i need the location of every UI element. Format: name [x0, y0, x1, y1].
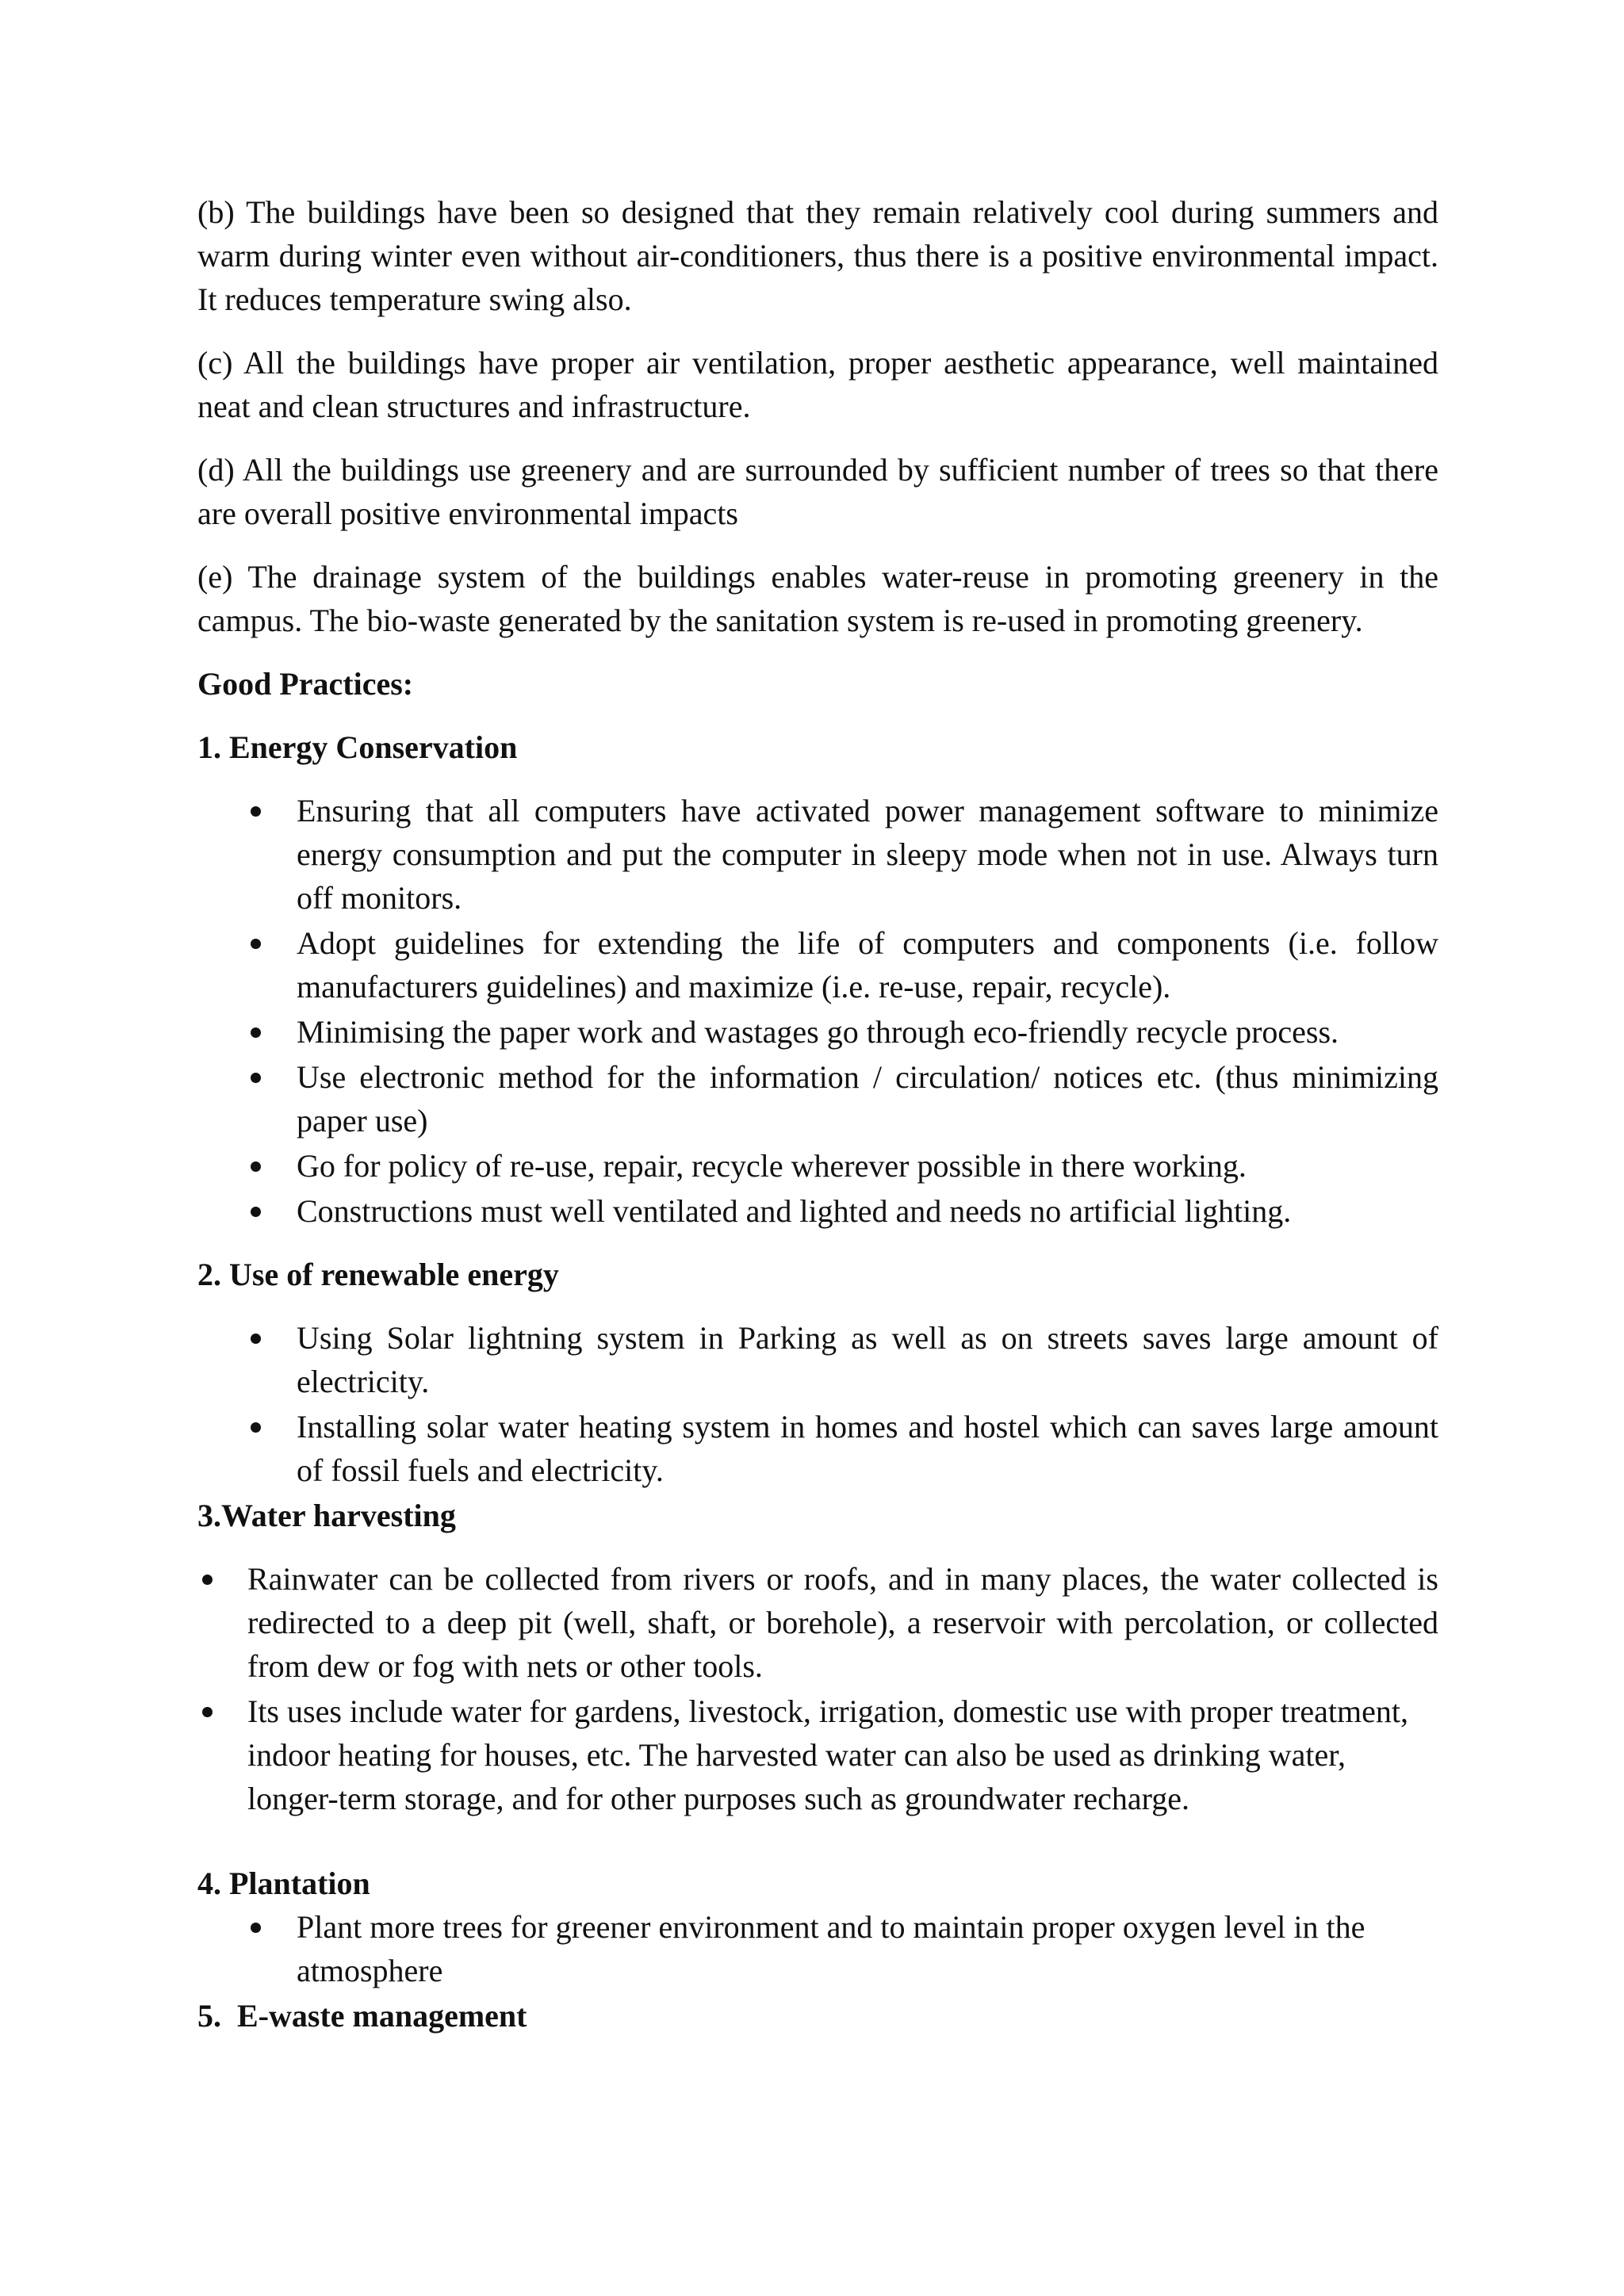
- paragraph-c: (c) All the buildings have proper air ventilation, proper aesthetic appearance, well maintained neat and clean structures and infrastructure.: [197, 345, 1438, 424]
- energy-conservation-heading: 1. Energy Conservation: [197, 729, 518, 765]
- paragraph-b: (b) The buildings have been so designed that they remain relatively cool during summers and warm during winter even without air-conditioners, thus there is a positive environmental impact. It reduces temperature swing also.: [197, 194, 1438, 317]
- list-item: Plant more trees for greener environment and to maintain proper oxygen level in the atmosphere: [197, 1905, 1438, 1992]
- document-page: [197, 190, 1438, 2057]
- bullet-icon: [251, 1334, 261, 1344]
- section-spacer: [197, 1822, 1438, 1862]
- bullet-icon: [202, 1575, 213, 1585]
- bullet-icon: [251, 1207, 261, 1217]
- list-item: Minimising the paper work and wastages go through eco-friendly recycle process.: [197, 1010, 1438, 1054]
- renewable-energy-heading: 2. Use of renewable energy: [197, 1257, 559, 1292]
- bullet-icon: [251, 806, 261, 817]
- list-item: Rainwater can be collected from rivers or roofs, and in many places, the water collected is redirected to a deep pit (well, shaft, or borehole), a reservoir with percolation, or collected from dew or fog with nets or other tools.: [197, 1557, 1438, 1688]
- energy-conservation-list: [197, 789, 1438, 1233]
- bullet-icon: [251, 939, 261, 949]
- list-item: Constructions must well ventilated and lighted and needs no artificial lighting.: [197, 1189, 1438, 1233]
- e-waste-heading: 5. E-waste management: [197, 1998, 527, 2034]
- bullet-icon: [251, 1027, 261, 1038]
- list-item: Installing solar water heating system in homes and hostel which can saves large amount of fossil fuels and electricity.: [197, 1405, 1438, 1492]
- water-harvesting-list: [197, 1557, 1438, 1820]
- water-harvesting-heading: 3.Water harvesting: [197, 1498, 456, 1533]
- plantation-list: [197, 1905, 1438, 1992]
- bullet-icon: [251, 1073, 261, 1083]
- bullet-icon: [251, 1161, 261, 1172]
- list-item: Using Solar lightning system in Parking as well as on streets saves large amount of electricity.: [197, 1316, 1438, 1403]
- renewable-energy-list: [197, 1316, 1438, 1492]
- list-item: Adopt guidelines for extending the life of computers and components (i.e. follow manufacturers guidelines) and maximize (i.e. re-use, repair, recycle).: [197, 921, 1438, 1008]
- good-practices-heading: Good Practices:: [197, 666, 414, 702]
- list-item: Ensuring that all computers have activated power management software to minimize energy consumption and put the computer in sleepy mode when not in use. Always turn off monitors.: [197, 789, 1438, 920]
- list-item: Go for policy of re-use, repair, recycle wherever possible in there working.: [197, 1144, 1438, 1188]
- list-item: Use electronic method for the information / circulation/ notices etc. (thus minimizing paper use): [197, 1055, 1438, 1142]
- list-item: Its uses include water for gardens, livestock, irrigation, domestic use with proper treatment, indoor heating for houses, etc. The harvested water can also be used as drinking water, longer-term storage, and for other purposes such as groundwater recharge.: [197, 1689, 1438, 1820]
- paragraph-d: (d) All the buildings use greenery and are surrounded by sufficient number of trees so that there are overall positive environmental impacts: [197, 452, 1438, 531]
- paragraph-e: (e) The drainage system of the buildings enables water-reuse in promoting greenery in the campus. The bio-waste generated by the sanitation system is re-used in promoting greenery.: [197, 559, 1438, 638]
- bullet-icon: [202, 1707, 213, 1717]
- plantation-heading: 4. Plantation: [197, 1866, 370, 1901]
- bullet-icon: [251, 1923, 261, 1933]
- bullet-icon: [251, 1422, 261, 1433]
